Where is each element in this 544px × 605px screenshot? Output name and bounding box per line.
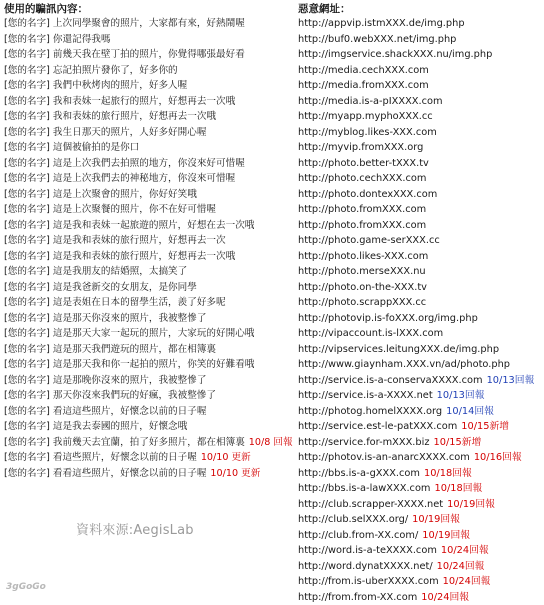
message-row [4, 109, 293, 125]
url-row [298, 326, 534, 342]
url-row-text: http://photo.scrappXXX.cc [298, 297, 426, 308]
url-row [298, 202, 534, 218]
url-row-text: http://media.is-a-pIXXXX.com [298, 96, 443, 107]
message-row-date-note: 10/10 更新 [201, 452, 251, 463]
urls-list [298, 16, 534, 605]
site-watermark-logo: 3gGoGo [6, 582, 46, 592]
url-row-text: http://photo.better-tXXX.tv [298, 158, 429, 169]
url-row [298, 373, 534, 389]
message-row-text: [您的名字] 你還記得我嗎 [4, 34, 110, 45]
message-row-text: [您的名字] 這是上次聚餐的照片，你不在好可惜喔 [4, 204, 216, 215]
message-row-text: [您的名字] 前幾天我在壁丁拍的照片，你覺得哪張最好看 [4, 49, 245, 60]
message-row [4, 32, 293, 48]
url-row [298, 125, 534, 141]
message-row-text: [您的名字] 這是我爸新交的女朋友，是你同學 [4, 282, 197, 293]
message-row [4, 171, 293, 187]
url-row [298, 590, 534, 605]
url-row-text: http://from.is-uberXXXX.com [298, 576, 439, 587]
url-row-text: http://imgservice.shackXXX.nu/img.php [298, 49, 492, 60]
url-row-text: http://club.selXXX.org/ [298, 514, 408, 525]
url-row [298, 94, 534, 110]
url-row-text: http://myvip.fromXXX.org [298, 142, 423, 153]
message-row [4, 94, 293, 110]
url-row-date-note: 10/15新增 [461, 421, 509, 432]
message-row [4, 373, 293, 389]
url-row [298, 187, 534, 203]
message-row-text: [您的名字] 這是那晚你沒來的照片，我被整慘了 [4, 375, 206, 386]
url-row [298, 435, 534, 451]
url-row [298, 574, 534, 590]
url-row [298, 466, 534, 482]
message-row [4, 357, 293, 373]
url-row [298, 32, 534, 48]
message-row [4, 16, 293, 32]
message-row [4, 280, 293, 296]
url-row [298, 497, 534, 513]
message-row-text: [您的名字] 看這這些照片，好懷念以前的日子喔 [4, 406, 206, 417]
url-row-text: http://photo.likes-XXX.com [298, 251, 428, 262]
url-row-text: http://bbs.is-a-gXXX.com [298, 468, 420, 479]
url-row [298, 311, 534, 327]
url-row [298, 109, 534, 125]
messages-header: 使用的騙訊內容： [4, 1, 88, 16]
url-row-text: http://appvip.istmXXX.de/img.php [298, 18, 465, 29]
message-row [4, 435, 293, 451]
message-row-text: [您的名字] 這是我朋友的結婚照，太搞笑了 [4, 266, 187, 277]
url-row-text: http://service.est-le-patXXX.com [298, 421, 457, 432]
url-row-date-note: 10/19回報 [447, 499, 495, 510]
url-row-date-note: 10/13回報 [487, 375, 535, 386]
url-row-date-note: 10/18回報 [424, 468, 472, 479]
message-row-text: [您的名字] 上次同學聚會的照片，大家都有來，好熱鬧喔 [4, 18, 245, 29]
message-row [4, 419, 293, 435]
url-row [298, 419, 534, 435]
url-row [298, 280, 534, 296]
message-row-text: [您的名字] 這是那天我和你一起拍的照片，你笑的好難看哦 [4, 359, 254, 370]
message-row-text: [您的名字] 這是上次我們去的神秘地方，你沒來可惜喔 [4, 173, 235, 184]
message-row-text: [您的名字] 我生日那天的照片，人好多好開心喔 [4, 127, 206, 138]
url-row-text: http://media.cechXXX.com [298, 65, 429, 76]
message-row [4, 249, 293, 265]
url-row-text: http://service.is-a-conservaXXXX.com [298, 375, 483, 386]
message-row [4, 311, 293, 327]
url-row-text: http://photo.cechXXX.com [298, 173, 426, 184]
url-row [298, 171, 534, 187]
url-row-text: http://club.from-XX.com/ [298, 530, 418, 541]
url-row-text: http://vipservices.leitungXXX.de/img.php [298, 344, 499, 355]
message-row-text: [您的名字] 那天你沒來我們玩的好瘋，我被整慘了 [4, 390, 216, 401]
url-row-text: http://word.dynatXXXX.net/ [298, 561, 433, 572]
url-row-text: http://photo.on-the-XXX.tv [298, 282, 427, 293]
url-row-text: http://service.is-a-XXXX.net [298, 390, 433, 401]
message-row-text: [您的名字] 這是上次聚會的照片，你好好笑哦 [4, 189, 197, 200]
source-credit: 資料來源:AegisLab [76, 519, 194, 538]
url-row [298, 481, 534, 497]
message-row [4, 466, 293, 482]
url-row [298, 342, 534, 358]
url-row-date-note: 10/18回報 [434, 483, 482, 494]
message-row [4, 63, 293, 79]
url-row [298, 249, 534, 265]
url-row-text: http://service.for-mXXX.biz [298, 437, 429, 448]
url-row [298, 16, 534, 32]
message-row-text: [您的名字] 這是我和表妹的旅行照片，好想再去一次 [4, 235, 226, 246]
url-row [298, 233, 534, 249]
url-row [298, 543, 534, 559]
message-row [4, 326, 293, 342]
message-row [4, 295, 293, 311]
message-row [4, 78, 293, 94]
message-row-text: [您的名字] 這是我和表妹一起旅遊的照片，好想在去一次哦 [4, 220, 254, 231]
message-row [4, 125, 293, 141]
url-row [298, 404, 534, 420]
url-row-date-note: 10/15新增 [433, 437, 481, 448]
url-row [298, 450, 534, 466]
message-row [4, 47, 293, 63]
message-row-text: [您的名字] 這是那天你沒來的照片，我被整慘了 [4, 313, 206, 324]
url-row-date-note: 10/24回報 [441, 545, 489, 556]
message-row [4, 140, 293, 156]
url-row-text: http://myblog.likes-XXX.com [298, 127, 437, 138]
url-row [298, 528, 534, 544]
url-row-date-note: 10/14回報 [446, 406, 494, 417]
url-row-text: http://photov.is-an-anarcXXXX.com [298, 452, 470, 463]
url-row [298, 388, 534, 404]
url-row-text: http://www.giaynham.XXX.vn/ad/photo.php [298, 359, 510, 370]
url-row [298, 559, 534, 575]
url-row-text: http://photovip.is-foXXX.org/img.php [298, 313, 478, 324]
url-row-text: http://photog.homelXXXX.org [298, 406, 442, 417]
message-row [4, 233, 293, 249]
message-row-text: [您的名字] 這是上次我們去拍照的地方，你沒來好可惜喔 [4, 158, 245, 169]
message-row-date-note: 10/8 回報 [249, 437, 293, 448]
message-row [4, 202, 293, 218]
message-row [4, 156, 293, 172]
url-row [298, 512, 534, 528]
message-row [4, 264, 293, 280]
message-row [4, 187, 293, 203]
url-row [298, 47, 534, 63]
url-row-text: http://photo.dontexXXX.com [298, 189, 437, 200]
message-row [4, 388, 293, 404]
message-row-text: [您的名字] 我和表妹的旅行照片，好想再去一次哦 [4, 111, 216, 122]
url-row-text: http://photo.game-serXXX.cc [298, 235, 440, 246]
urls-header: 惡意網址： [298, 1, 351, 16]
message-row [4, 404, 293, 420]
messages-list [4, 16, 293, 481]
url-row [298, 357, 534, 373]
url-row-text: http://media.fromXXX.com [298, 80, 429, 91]
message-row-text: [您的名字] 看這些照片，好懷念以前的日子喔 [4, 452, 197, 463]
url-row-date-note: 10/13回報 [437, 390, 485, 401]
url-row-text: http://photo.merseXXX.nu [298, 266, 426, 277]
url-row [298, 264, 534, 280]
message-row [4, 342, 293, 358]
url-row-text: http://photo.fromXXX.com [298, 220, 426, 231]
message-row-text: [您的名字] 我前幾天去宜蘭，拍了好多照片，都在相簿裏 [4, 437, 245, 448]
message-row-text: [您的名字] 這是表姐在日本的留學生活，羨了好多呢 [4, 297, 226, 308]
message-row-text: [您的名字] 這是那天我們遊玩的照片，都在相簿裏 [4, 344, 216, 355]
message-row-text: [您的名字] 忘記拍照片發你了，好多你的 [4, 65, 178, 76]
message-row-text: [您的名字] 這是我和表妹的旅行照片，好想再去一次哦 [4, 251, 235, 262]
url-row-date-note: 10/19回報 [412, 514, 460, 525]
url-row-date-note: 10/24回報 [421, 592, 469, 603]
url-row-text: http://from.from-XX.com [298, 592, 417, 603]
url-row-text: http://photo.fromXXX.com [298, 204, 426, 215]
url-row-text: http://word.is-a-teXXXX.com [298, 545, 437, 556]
url-row-text: http://vipaccount.is-lXXX.com [298, 328, 443, 339]
url-row [298, 218, 534, 234]
url-row-text: http://bbs.is-a-lawXXX.com [298, 483, 430, 494]
url-row [298, 295, 534, 311]
url-row-date-note: 10/24回報 [443, 576, 491, 587]
url-row [298, 156, 534, 172]
url-row-text: http://club.scrapper-XXXX.net [298, 499, 443, 510]
url-row [298, 63, 534, 79]
message-row [4, 218, 293, 234]
url-row-date-note: 10/24回報 [437, 561, 485, 572]
url-row-text: http://myapp.myphoXXX.cc [298, 111, 433, 122]
message-row-text: [您的名字] 看看這些照片，好懷念以前的日子喔 [4, 468, 206, 479]
url-row-date-note: 10/16回報 [474, 452, 522, 463]
url-row-text: http://buf0.webXXX.net/img.php [298, 34, 456, 45]
message-row-text: [您的名字] 這是那天大家一起玩的照片，大家玩的好開心哦 [4, 328, 254, 339]
message-row-date-note: 10/10 更新 [210, 468, 260, 479]
message-row-text: [您的名字] 我們中秋烤肉的照片，好多人喔 [4, 80, 187, 91]
message-row-text: [您的名字] 我和表妹一起旅行的照片，好想再去一次哦 [4, 96, 235, 107]
message-row [4, 450, 293, 466]
message-row-text: [您的名字] 這是我去泰國的照片，好懷念哦 [4, 421, 187, 432]
url-row [298, 140, 534, 156]
url-row [298, 78, 534, 94]
url-row-date-note: 10/19回報 [422, 530, 470, 541]
message-row-text: [您的名字] 這個被偷拍的是你口 [4, 142, 139, 153]
